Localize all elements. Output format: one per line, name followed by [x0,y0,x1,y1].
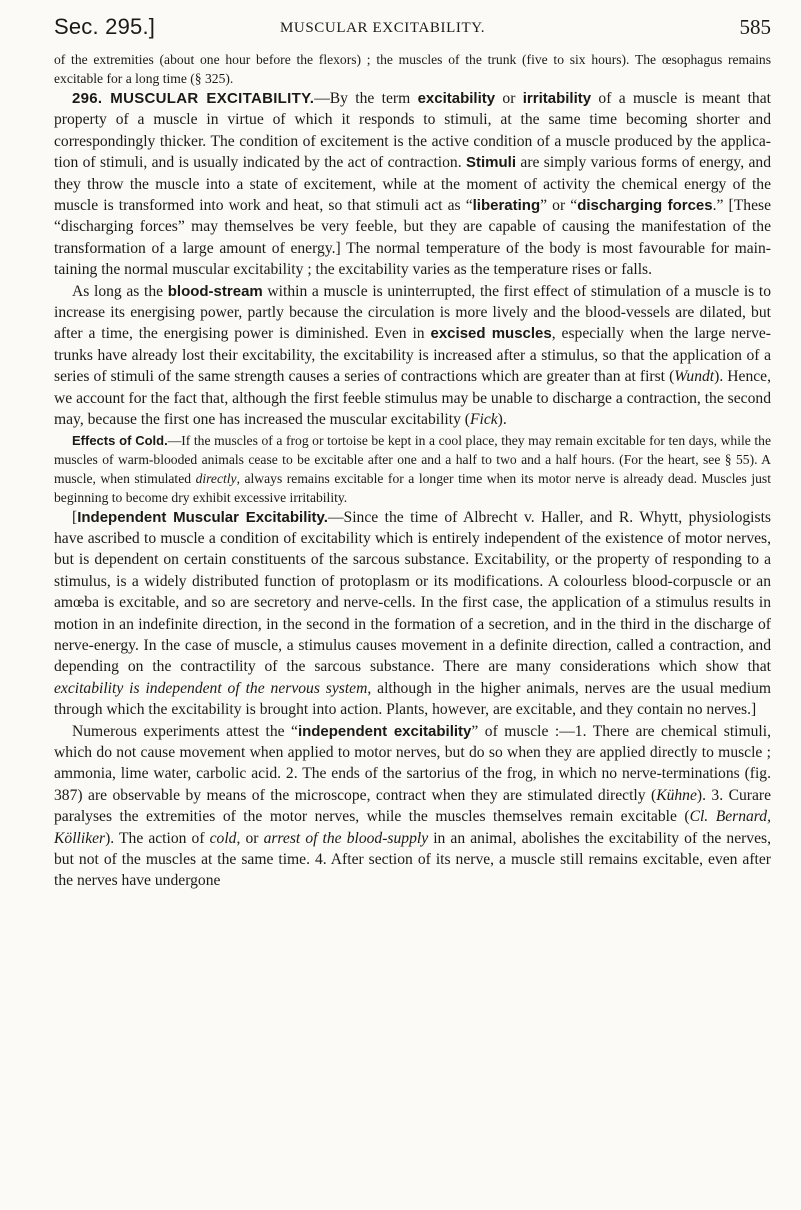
text-run: ). [497,411,507,429]
text-run: or [495,90,523,107]
text-run: —By the term [314,90,418,107]
text-run: in an animal, abolishes the excitability of the nerves, but not of the muscles at the same time. 4. After section of its nerve, a muscle still remains excitable, even after the nerves have undergone [54,829,771,890]
text-run: of the extremities (about one hour before the flexors) ; the muscles of the trunk (five to six hours). The œsophagus remains excitable for a long time (§ 325). [54,52,771,86]
text-run: excitability [417,90,496,107]
text-run: excised muscles [430,325,552,343]
running-head [54,2,771,50]
text-run: ). Hence, we account for the fact that, although the first feeble stimulus may be unable to discharge a contraction, the second may, because the first one has increased the muscular excitability ( [54,368,772,429]
text-run: cold [209,829,237,847]
text-run: [ [72,508,78,526]
text-run: discharging forces [577,197,713,215]
paragraph-6 [54,721,771,892]
text-run: , or [236,829,264,847]
page-number: 585 [739,15,771,39]
text-run: 296. MUSCULAR EXCITABILITY. [72,90,315,107]
text-run: Kühne [656,786,697,804]
paragraph-4 [54,431,771,507]
text-run: ). The action of [105,829,210,847]
text-run: ” of muscle :—1. There are chemical stimuli, which do not cause movement when applied to motor nerves, but do so when they are applied directly to muscle ; ammonia, lime water, carbolic acid. 2. The ends of the sartorius of the frog, in which no nerve-terminations (fig. 387) are observable by means of the microscope, contract when they are stimulated directly ( [54,722,771,804]
text-run: .” [These “discharging forces” may themselves be very feeble, but they are capable of causing the manifestation of the transformation of a large amount of energy.] The normal temperature of the body is most favourable for maintaining the normal muscular excitability ; the excitability varies as the temperature rises or falls. [54,197,771,279]
paragraph-2 [54,88,771,281]
body-text [54,50,771,892]
text-run: ” or “ [540,197,578,215]
text-run: arrest of the blood-supply [263,829,429,847]
text-run: Fick [469,411,498,429]
text-run: Cl. Bernard, Kölliker [54,808,771,847]
text-run: Effects of Cold. [72,432,168,448]
text-run: ). 3. Curare paralyses the extremities of the motor nerves, while the muscles themselves remain excitable ( [54,786,771,826]
text-run: excitability is independent of the nervous system [54,679,368,697]
text-run: of a muscle is meant that property of a muscle in virtue of which it responds to stimuli, at the same time becoming shorter and correspondingly thicker. The condition of excitement is the active condition of a muscle produced by the application of stimuli, and is usually indicated by the act of contraction. [54,90,771,172]
text-run: directly [195,470,237,486]
paragraph-3 [54,281,771,431]
text-run: Stimuli [466,154,517,172]
running-title: MUSCULAR EXCITABILITY. [280,20,486,36]
text-run: Independent Muscular Excitability. [77,508,328,526]
text-run: , although in the higher animals, nerves are the usual medium through which the excitability is brought into action. Plants, however, are excitable, and they contain no nerves.] [54,679,771,719]
text-run: —If the muscles of a frog or tortoise be kept in a cool place, they may remain excitable for ten days, while the muscles of warm-blooded animals cease to be excitable after one and a half to two and a half hours. (For the heart, see § 55). A muscle, when stimulated [54,432,771,486]
text-run: Wundt [674,368,715,386]
section-number: Sec. 295.] [54,14,156,39]
text-run: irritability [522,90,592,107]
text-run: within a muscle is uninterrupted, the first effect of stimulation of a muscle is to increase its energising power, partly because the circulation is more lively and the blood-vessels are dilated, but after a time, the energising power is diminished. Even in [54,282,772,343]
text-run: are simply various forms of energy, and they throw the muscle into a state of excitement, while at the moment of activity the chemical energy of the muscle is transformed into work and heat, so that stimuli act as “ [54,154,771,215]
text-run: —Since the time of Albrecht v. Haller, and R. Whytt, physiologists have ascribed to muscle a condition of excitability which is entirely independent of the existence of motor nerves, but is dependent on certain constituents of the sarcous substance. Excitability, or the property of responding to a stimulus, is a widely distributed function of protoplasm or its modifications. A colourless blood-corpuscle or an amœba is excitable, and so are secretory and nerve-cells. In the first case, the application of a stimulus results in motion in an indefinite direction, in the second in the formation of a secretion, and in the third in the discharge of nerve-energy. In the case of muscle, a stimulus causes movement in a definite direction, called a contraction, and depending on the contractility of the sarcous substance. There are many considerations which show that [54,508,771,676]
text-run: , especially when the large nerve-trunks have already lost their excitability, the excitability is increased after a stimulus, so that the application of a series of stimuli of the same strength causes a series of contractions which are greater than at first ( [54,325,771,386]
text-run: , always remains excitable for a longer time when its motor nerve is already dead. Muscles just beginning to become dry exhibit excessive irritability. [54,470,771,505]
paragraph-1 [54,50,771,88]
text-run: liberating [472,197,541,215]
text-run: blood-stream [167,282,263,300]
text-run: independent excitability [297,722,472,740]
text-run: Numerous experiments attest the “ [72,722,298,740]
paragraph-5 [54,507,771,721]
text-run: As long as the [72,282,168,300]
